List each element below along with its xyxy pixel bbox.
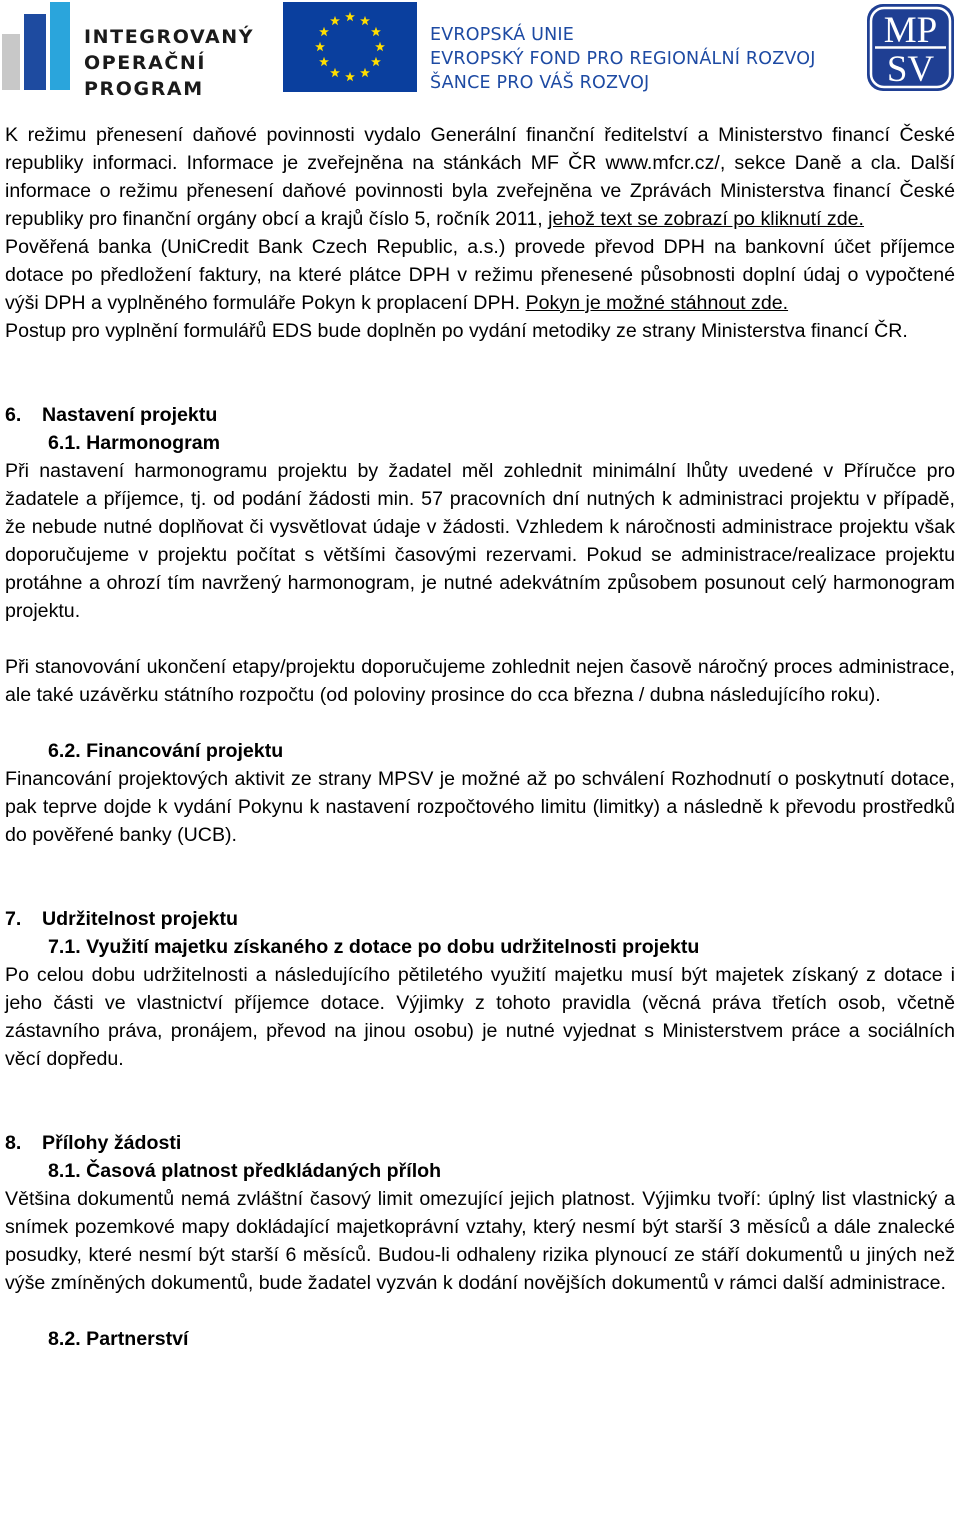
mpsv-logo-top: MP bbox=[883, 10, 938, 51]
zpravy-mf-link[interactable]: jehož text se zobrazí po kliknutí zde. bbox=[548, 208, 864, 230]
intro-text-1: K režimu přenesení daňové povinnosti vydalo Generální finanční ředitelství a Ministerstvo financí České republiky informaci. Informace je zveřejněna na stánkách MF ČR www.mfcr.cz/, sekce Daně a cla. Další informace o režimu přenesení daňové povinnosti byla zveřejněna ve Zprávách Ministerstva financí České republiky pro finanční orgány obcí a krajů číslo 5, ročník 2011, bbox=[5, 124, 955, 230]
eu-line-2: EVROPSKÝ FOND PRO REGIONÁLNÍ ROZVOJ bbox=[430, 49, 816, 69]
intro-text-2: Pověřená banka (UniCredit Bank Czech Republic, a.s.) provede převod DPH na bankovní účet příjemce dotace po předložení faktury, na které plátce DPH v režimu přenesené působnosti doplní údaj o vypočtené výši DPH a vyplněného formuláře Pokyn k proplacení DPH. bbox=[5, 236, 955, 314]
section-8-1-paragraph-1: Většina dokumentů nemá zvláštní časový limit omezující jejich platnost. Výjimku tvoří: úplný list vlastnický a snímek pozemkové mapy dokládající majetkoprávní vztahy, který nesmí být starší 3 měsíců a dále znalecké posudky, které nesmí být starší 6 měsíců. Budou-li odhaleny rizika plynoucí ze stáří dokumentů u jiných než výše zmíněných dokumentů, bude žadatel vyzván k dodání novějších dokumentů v rámci další administrace. bbox=[5, 1188, 955, 1294]
iop-line-3: PROGRAM bbox=[84, 78, 204, 100]
iop-logo bbox=[2, 2, 272, 100]
eu-line-3: ŠANCE PRO VÁŠ ROZVOJ bbox=[430, 73, 650, 93]
section-6-2-paragraph-1: Financování projektových aktivit ze strany MPSV je možné až po schválení Rozhodnutí o poskytnutí dotace, pak teprve dojde k vydání Pokynu k nastavení rozpočtového limitu (limitky) a následně k převodu prostředků do pověřené banky (UCB). bbox=[5, 768, 955, 846]
iop-line-1: INTEGROVANÝ bbox=[84, 26, 255, 48]
section-6-number: 6. bbox=[5, 404, 22, 426]
pokyn-download-link[interactable]: Pokyn je možné stáhnout zde. bbox=[525, 292, 789, 314]
mpsv-logo-bottom: SV bbox=[886, 49, 935, 90]
section-6-2-heading: 6.2. Financování projektu bbox=[48, 740, 284, 762]
intro-paragraph-2 bbox=[5, 233, 955, 317]
mpsv-logo bbox=[866, 3, 955, 92]
section-8-2-heading: 8.2. Partnerství bbox=[48, 1328, 189, 1350]
eu-line-1: EVROPSKÁ UNIE bbox=[430, 25, 575, 45]
section-8-title: Přílohy žádosti bbox=[42, 1132, 182, 1154]
section-7-1-heading: 7.1. Využití majetku získaného z dotace po dobu udržitelnosti projektu bbox=[48, 936, 700, 958]
iop-line-2: OPERAČNÍ bbox=[84, 52, 207, 74]
section-7-title: Udržitelnost projektu bbox=[42, 908, 238, 930]
intro-paragraph-3: Postup pro vyplnění formulářů EDS bude doplněn po vydání metodiky ze strany Ministerstva financí ČR. bbox=[5, 320, 908, 342]
section-8-number: 8. bbox=[5, 1132, 22, 1154]
section-6-1-paragraph-1: Při nastavení harmonogramu projektu by žadatel měl zohlednit minimální lhůty uvedené v Příručce pro žadatele a příjemce, tj. od podání žádosti min. 57 pracovních dní nutných k administraci projektu v případě, že nebude nutné doplňovat či vysvětlovat údaje v žádosti. Vzhledem k náročnosti administrace projektu však doporučujeme v projektu počítat s většími časovými rezervami. Pokud se administrace/realizace projektu protáhne a ohrozí tím navržený harmonogram, je nutné adekvátním způsobem posunout celý harmonogram projektu. bbox=[5, 460, 955, 622]
section-7-1-paragraph-1: Po celou dobu udržitelnosti a následujícího pětiletého využití majetku musí být majetek získaný z dotace i jeho části ve vlastnictví příjemce dotace. Výjimky z tohoto pravidla (věcná práva třetích osob, včetně zástavního práva, pronájem, převod na jinou osobu) je nutné vyjednat s Ministerstvem práce a sociálních věcí dopředu. bbox=[5, 964, 955, 1070]
iop-logo-mark-icon bbox=[2, 2, 82, 94]
section-6-1-heading: 6.1. Harmonogram bbox=[48, 432, 221, 454]
document-body bbox=[5, 121, 955, 1353]
intro-paragraph-1 bbox=[5, 121, 955, 233]
section-8-1-heading: 8.1. Časová platnost předkládaných příloh bbox=[48, 1160, 442, 1182]
iop-logo-text bbox=[84, 24, 254, 102]
section-8-heading bbox=[5, 1129, 955, 1157]
eu-text bbox=[430, 23, 816, 95]
section-7-heading bbox=[5, 905, 955, 933]
section-7-number: 7. bbox=[5, 908, 22, 930]
section-6-title: Nastavení projektu bbox=[42, 404, 218, 426]
eu-flag-icon bbox=[283, 2, 417, 92]
section-6-1-paragraph-2: Při stanovování ukončení etapy/projektu doporučujeme zohlednit nejen časově náročný proces administrace, ale také uzávěrku státního rozpočtu (od poloviny prosince do cca března / dubna následujícího roku). bbox=[5, 656, 955, 706]
section-6-heading bbox=[5, 401, 955, 429]
page-header bbox=[0, 0, 960, 100]
